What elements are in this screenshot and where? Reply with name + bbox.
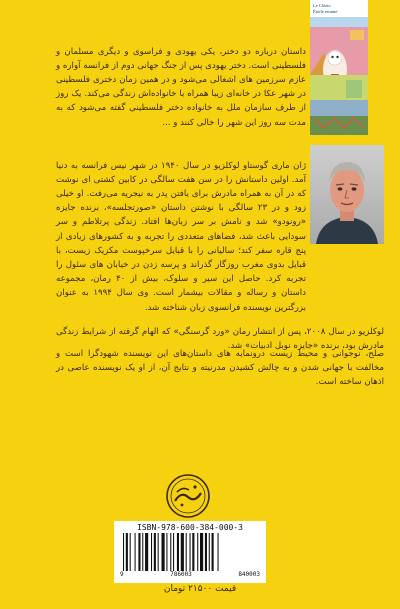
barcode-bar xyxy=(126,533,128,571)
barcode-bar xyxy=(173,533,174,571)
barcode-bar xyxy=(200,533,203,571)
barcode-bar xyxy=(123,533,124,571)
thumb-title: Étoile errante xyxy=(313,9,338,14)
barcode-bar xyxy=(158,533,159,571)
barcode-bar xyxy=(142,533,143,571)
barcode-bar xyxy=(218,533,219,571)
barcode-bar xyxy=(192,533,194,571)
themes-paragraph: صلح، نوجوانی و محیط زیست درونمایه های داستان‌های این نویسنده شهودگرا است و مخالفت با جهانی شدن و به چالش کشیدن مدرنیته و نتایج آن، از او یک نویسنده عاصی در اذهان ساخته است. xyxy=(56,348,384,387)
barcode-bar xyxy=(190,533,191,571)
barcode-bar xyxy=(145,533,148,571)
front-cover-thumbnail xyxy=(310,0,368,135)
barcode-bar xyxy=(170,533,171,571)
author-portrait xyxy=(310,145,384,244)
barcode-bar xyxy=(151,533,152,571)
thumb-author: Le Clézio xyxy=(313,3,331,8)
barcode-digit-lead: 9 xyxy=(120,571,124,578)
barcode-bar xyxy=(186,533,187,571)
cover-illustration xyxy=(310,0,368,135)
barcode-digit-left: 786003 xyxy=(170,571,192,578)
barcode-bar xyxy=(130,533,131,571)
barcode-bar xyxy=(205,533,207,571)
isbn-text: ISBN-978-600-384-000-3 xyxy=(137,523,243,532)
author-photo xyxy=(310,145,384,244)
barcode-bar xyxy=(197,533,198,571)
barcode-bar xyxy=(212,533,214,571)
barcode-bar xyxy=(209,533,210,571)
barcode-bar xyxy=(162,533,165,571)
barcode-digits xyxy=(120,571,260,578)
nobel-paragraph: لوکلزیو در سال ۲۰۰۸، پس از انتشار رمان «ورد گرسنگی» که الهام گرفته از شرایط زندگی مادرش بود، برنده «جایزه نوبل ادبیات» شد. xyxy=(56,326,384,351)
price-label: قیمت ۲۱۵۰۰ تومان xyxy=(163,584,237,594)
barcode-bar xyxy=(138,533,140,571)
barcode-bar xyxy=(177,533,179,571)
barcode-icon xyxy=(122,533,258,571)
summary-paragraph: داستان درباره دو دختر، یکی یهودی و فراسوی و دیگری مسلمان و فلسطینی است. دختر یهودی پس از جنگ جهانی دوم از فرانسه آواره و عازم سرزمین های اشغالی می‌شود و در همین زمان دختری فلسطینی در شهر عکا در خانه‌ای زیبا همراه با خانواده‌اش زندگی می‌کند. یک روز از طرف سازمان ملل به خانواده دختر فلسطینی گفته می‌شود که به مدت سه روز این شهر را خالی کنند و ... xyxy=(56,46,306,128)
barcode-digit-right: 840003 xyxy=(238,571,260,578)
barcode-bar xyxy=(154,533,156,571)
barcode-bar xyxy=(135,533,136,571)
barcode-bar xyxy=(166,533,167,571)
barcode-bar xyxy=(181,533,184,571)
barcode-label xyxy=(114,521,266,583)
author-bio-paragraph: ژان ماری گوستاو لوکلزیو در سال ۱۹۴۰ در شهر نیس فرانسه به دنیا آمد. اولین داستانش را در سن هفت سالگی در کابین کشتی ای نوشت که در آن به همراه مادرش برای یافتن پدر به نیجریه می‌رفت. او خیلی زود و در ۲۳ سالگی با نوشتن داستان «صورتجلسه»، برنده جایزه «رونودو» شد و نامش بر سر زبان‌ها افتاد. زندگی پرتلاطم و سر سودایی باعث شد، فضاهای متعددی را تجربه و به کشورهای زیادی از پنج قاره سفر کند؛ سالیانی را با قبایل سرخپوست مکزیک زیست، با قبایل بدوی مغرب روزگار گذراند و پرسه زدن در خیابان های سئول را تجربه کرد. حاصل این سیر و سلوک، بیش از ۴۰ رمان، مجموعه داستان و رساله و مقالات بیشمار است. وی سال ۱۹۹۴ به عنوان بزرگترین نویسنده فرانسوی زبان شناخته شد. xyxy=(56,160,306,313)
publisher-logo xyxy=(165,473,211,519)
